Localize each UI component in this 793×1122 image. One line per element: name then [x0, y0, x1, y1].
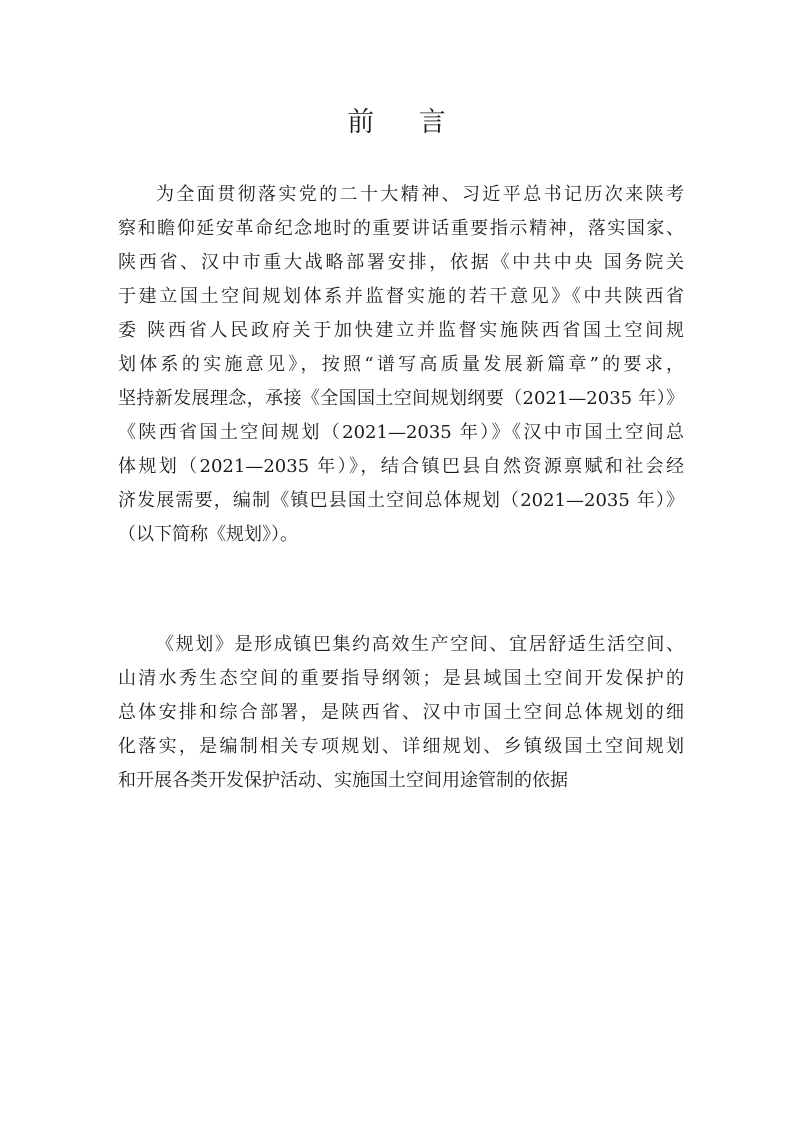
paragraph-line: 和开展各类开发保护活动、实施国土空间用途管制的依据 — [118, 770, 568, 791]
paragraph-1 — [118, 178, 684, 552]
paragraph-line: 化落实，是编制相关专项规划、详细规划、乡镇级国土空间规划 — [118, 736, 684, 757]
paragraph-line: 《陕西省国土空间规划（2021—2035 年）》《汉中市国土空间总 — [118, 422, 684, 443]
paragraph-line: 体规划（2021—2035 年）》，结合镇巴县自然资源禀赋和社会经 — [118, 456, 684, 477]
paragraph-line: 察和瞻仰延安革命纪念地时的重要讲话重要指示精神，落实国家、 — [118, 218, 684, 239]
paragraph-line: 坚持新发展理念，承接《全国国土空间规划纲要（2021—2035 年）》 — [118, 388, 684, 409]
paragraph-line: 济发展需要，编制《镇巴县国土空间总体规划（2021—2035 年）》 — [118, 490, 684, 511]
paragraph-2 — [118, 628, 684, 798]
paragraph-line: 划体系的实施意见》，按照“谱写高质量发展新篇章”的要求， — [118, 354, 684, 375]
paragraph-line: 陕西省、汉中市重大战略部署安排，依据《中共中央 国务院关 — [118, 252, 684, 273]
paragraph-line: 总体安排和综合部署，是陕西省、汉中市国土空间总体规划的细 — [118, 702, 684, 723]
paragraph-line: （以下简称《规划》）。 — [118, 524, 298, 545]
paragraph-line: 为全面贯彻落实党的二十大精神、习近平总书记历次来陕考 — [156, 184, 684, 205]
paragraph-line: 《规划》是形成镇巴集约高效生产空间、宜居舒适生活空间、 — [156, 634, 684, 655]
paragraph-line: 委 陕西省人民政府关于加快建立并监督实施陕西省国土空间规 — [118, 320, 684, 341]
page-title: 前 言 — [347, 107, 464, 138]
paragraph-line: 于建立国土空间规划体系并监督实施的若干意见》《中共陕西省 — [118, 286, 684, 307]
paragraph-line: 山清水秀生态空间的重要指导纲领；是县域国土空间开发保护的 — [118, 668, 684, 689]
